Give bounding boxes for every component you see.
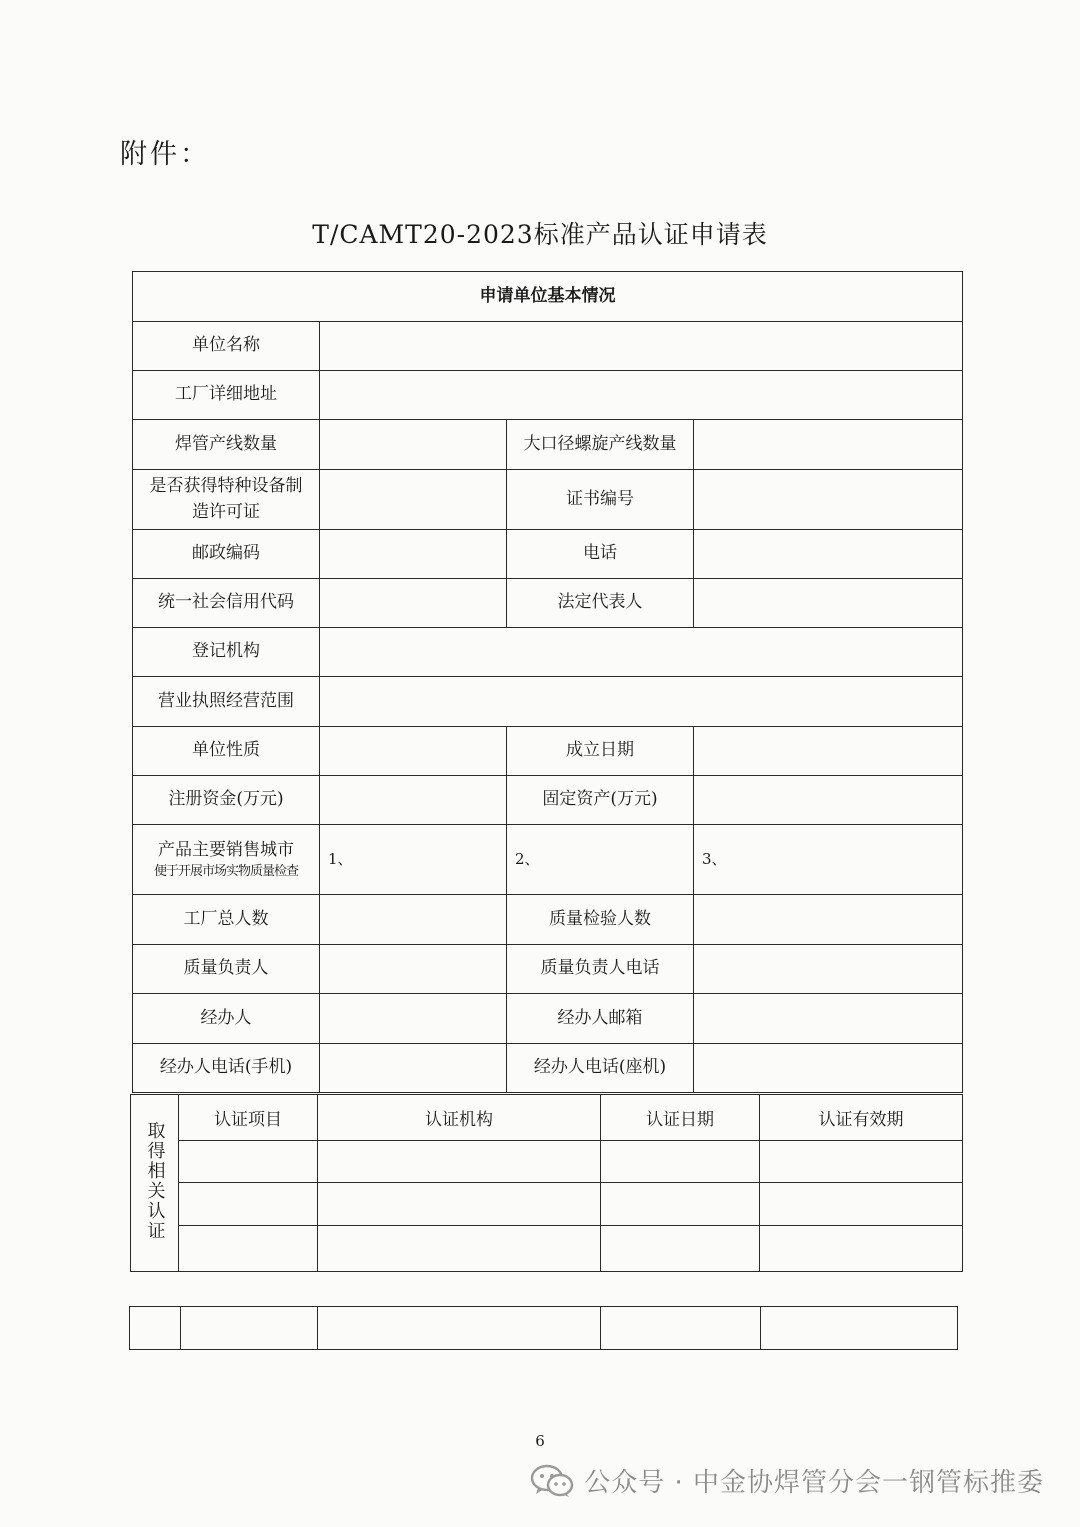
total-staff-field[interactable] bbox=[320, 895, 507, 945]
cert-row-1-validity[interactable] bbox=[760, 1141, 963, 1183]
unit-nature-label: 单位性质 bbox=[133, 727, 320, 776]
document-title: T/CAMT20-2023标准产品认证申请表 bbox=[312, 220, 768, 249]
credit-code-field[interactable] bbox=[320, 579, 507, 628]
handler-landline-field[interactable] bbox=[694, 1044, 963, 1093]
handler-field[interactable] bbox=[320, 994, 507, 1044]
cert-row-2-item[interactable] bbox=[179, 1183, 318, 1226]
main-sales-cities-note: 便于开展市场实物质量检查 bbox=[153, 864, 298, 880]
certifications-table bbox=[130, 1094, 963, 1272]
quality-manager-label: 质量负责人 bbox=[133, 945, 320, 994]
total-staff-label: 工厂总人数 bbox=[133, 895, 320, 945]
fixed-assets-label: 固定资产(万元) bbox=[507, 776, 694, 825]
establishment-date-field[interactable] bbox=[694, 727, 963, 776]
main-sales-cities-label bbox=[133, 825, 320, 895]
cert-col-validity-header: 认证有效期 bbox=[760, 1095, 963, 1141]
cert-row-3-date[interactable] bbox=[601, 1226, 760, 1272]
quality-manager-phone-label: 质量负责人电话 bbox=[507, 945, 694, 994]
registration-authority-label: 登记机构 bbox=[133, 628, 320, 677]
factory-address-field[interactable] bbox=[320, 371, 963, 420]
business-scope-label: 营业执照经营范围 bbox=[133, 677, 320, 727]
handler-email-field[interactable] bbox=[694, 994, 963, 1044]
special-equipment-license-line2: 造许可证 bbox=[192, 501, 260, 522]
cert-col-date-header: 认证日期 bbox=[601, 1095, 760, 1141]
continuation-cell-5[interactable] bbox=[761, 1307, 958, 1350]
unit-nature-field[interactable] bbox=[320, 727, 507, 776]
welded-line-count-label: 焊管产线数量 bbox=[133, 420, 320, 470]
registered-capital-label: 注册资金(万元) bbox=[133, 776, 320, 825]
main-sales-cities-title: 产品主要销售城市 bbox=[158, 839, 294, 860]
fixed-assets-field[interactable] bbox=[694, 776, 963, 825]
certificate-number-field[interactable] bbox=[694, 470, 963, 530]
certifications-side-label: 取得相关认证 bbox=[144, 1120, 166, 1241]
cert-row-1-date[interactable] bbox=[601, 1141, 760, 1183]
watermark-text: 公众号 · 中金协焊管分会一钢管标推委 bbox=[584, 1468, 1044, 1498]
postal-code-field[interactable] bbox=[320, 530, 507, 579]
registered-capital-field[interactable] bbox=[320, 776, 507, 825]
legal-representative-label: 法定代表人 bbox=[507, 579, 694, 628]
large-spiral-line-count-label: 大口径螺旋产线数量 bbox=[507, 420, 694, 470]
sales-city-3-field[interactable]: 3、 bbox=[694, 825, 963, 895]
establishment-date-label: 成立日期 bbox=[507, 727, 694, 776]
factory-address-label: 工厂详细地址 bbox=[133, 371, 320, 420]
cert-row-2-validity[interactable] bbox=[760, 1183, 963, 1226]
cert-row-3-body[interactable] bbox=[318, 1226, 601, 1272]
credit-code-label: 统一社会信用代码 bbox=[133, 579, 320, 628]
cert-row-3-validity[interactable] bbox=[760, 1226, 963, 1272]
cert-row-1-item[interactable] bbox=[179, 1141, 318, 1183]
certifications-side-cell bbox=[131, 1095, 179, 1272]
special-equipment-license-field[interactable] bbox=[320, 470, 507, 530]
phone-label: 电话 bbox=[507, 530, 694, 579]
continuation-cell-3[interactable] bbox=[318, 1307, 601, 1350]
cert-row-2-body[interactable] bbox=[318, 1183, 601, 1226]
registration-authority-field[interactable] bbox=[320, 628, 963, 677]
welded-line-count-field[interactable] bbox=[320, 420, 507, 470]
cert-col-body-header: 认证机构 bbox=[318, 1095, 601, 1141]
cert-row-3-item[interactable] bbox=[179, 1226, 318, 1272]
cert-col-item-header: 认证项目 bbox=[179, 1095, 318, 1141]
applicant-info-table bbox=[132, 271, 963, 1093]
quality-inspection-staff-field[interactable] bbox=[694, 895, 963, 945]
phone-field[interactable] bbox=[694, 530, 963, 579]
sales-city-2-field[interactable]: 2、 bbox=[507, 825, 694, 895]
handler-email-label: 经办人邮箱 bbox=[507, 994, 694, 1044]
certificate-number-label: 证书编号 bbox=[507, 470, 694, 530]
continuation-cell-1[interactable] bbox=[130, 1307, 181, 1350]
handler-mobile-label: 经办人电话(手机) bbox=[133, 1044, 320, 1093]
wechat-icon bbox=[530, 1464, 574, 1498]
section-title: 申请单位基本情况 bbox=[133, 272, 963, 322]
continuation-cell-2[interactable] bbox=[181, 1307, 318, 1350]
sales-city-1-field[interactable]: 1、 bbox=[320, 825, 507, 895]
handler-label: 经办人 bbox=[133, 994, 320, 1044]
attachment-label: 附件： bbox=[120, 139, 210, 170]
special-equipment-license-line1: 是否获得特种设备制 bbox=[149, 476, 303, 496]
continuation-table-row bbox=[129, 1306, 958, 1350]
watermark bbox=[530, 1462, 1044, 1499]
postal-code-label: 邮政编码 bbox=[133, 530, 320, 579]
unit-name-field[interactable] bbox=[320, 322, 963, 371]
continuation-cell-4[interactable] bbox=[601, 1307, 761, 1350]
handler-mobile-field[interactable] bbox=[320, 1044, 507, 1093]
large-spiral-line-count-field[interactable] bbox=[694, 420, 963, 470]
cert-row-2-date[interactable] bbox=[601, 1183, 760, 1226]
legal-representative-field[interactable] bbox=[694, 579, 963, 628]
quality-inspection-staff-label: 质量检验人数 bbox=[507, 895, 694, 945]
page-number: 6 bbox=[535, 1432, 545, 1450]
unit-name-label: 单位名称 bbox=[133, 322, 320, 371]
special-equipment-license-label bbox=[133, 470, 320, 530]
cert-row-1-body[interactable] bbox=[318, 1141, 601, 1183]
business-scope-field[interactable] bbox=[320, 677, 963, 727]
quality-manager-field[interactable] bbox=[320, 945, 507, 994]
quality-manager-phone-field[interactable] bbox=[694, 945, 963, 994]
handler-landline-label: 经办人电话(座机) bbox=[507, 1044, 694, 1093]
